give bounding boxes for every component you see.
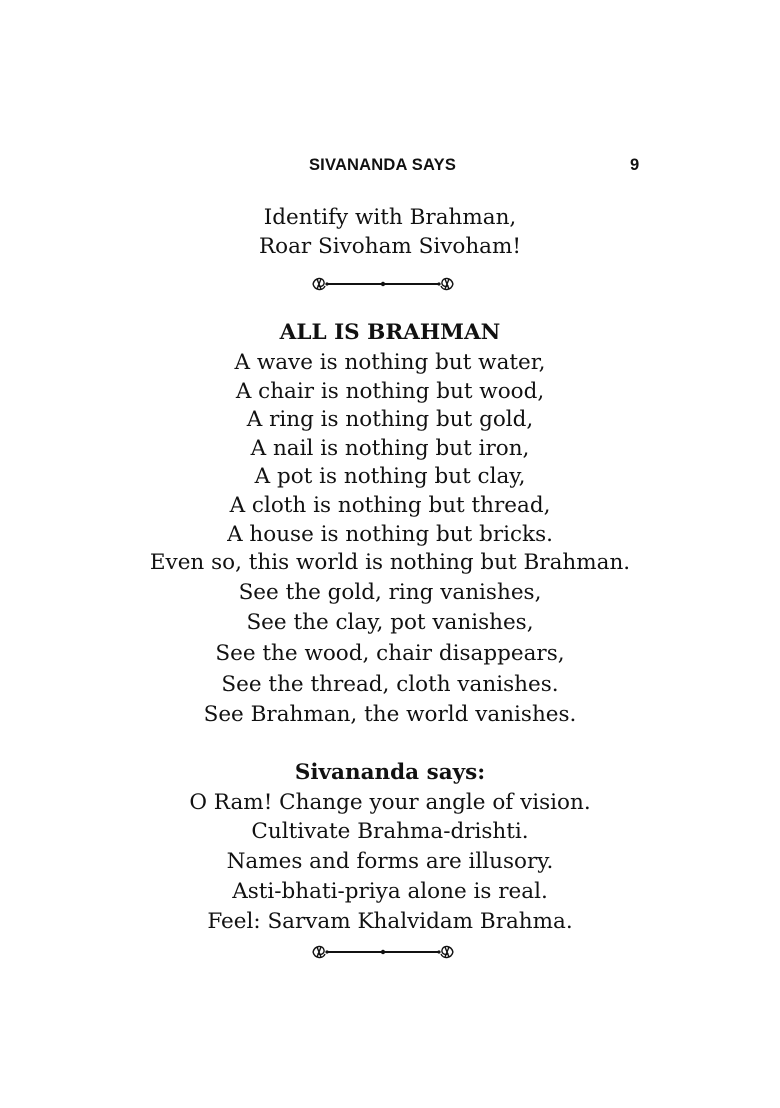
ornamental-divider-icon <box>309 941 457 963</box>
section-title: Sivananda says: <box>294 760 486 785</box>
poem-line: See the wood, chair disappears, <box>215 641 565 666</box>
poem-line: A wave is nothing but water, <box>234 350 546 375</box>
poem-line: See the thread, cloth vanishes. <box>221 672 559 697</box>
ornamental-divider-icon <box>309 273 457 295</box>
poem-line: Even so, this world is nothing but Brahman. <box>149 550 631 575</box>
section-title: ALL IS BRAHMAN <box>279 320 501 345</box>
running-title: SIVANANDA SAYS <box>308 156 457 174</box>
poem-line: A pot is nothing but clay, <box>254 464 526 489</box>
intro-line: Identify with Brahman, <box>263 205 517 230</box>
verse-line: Names and forms are illusory. <box>226 849 554 874</box>
verse-line: Cultivate Brahma-drishti. <box>251 819 529 844</box>
page-number: 9 <box>630 156 640 174</box>
poem-line: A chair is nothing but wood, <box>235 379 545 404</box>
verse-line: O Ram! Change your angle of vision. <box>189 790 591 815</box>
poem-line: See the clay, pot vanishes, <box>246 610 534 635</box>
running-head <box>0 156 780 182</box>
verse-line: Asti-bhati-priya alone is real. <box>232 879 548 904</box>
poem-line: A nail is nothing but iron, <box>250 436 530 461</box>
poem-line: A cloth is nothing but thread, <box>229 493 551 518</box>
intro-line: Roar Sivoham Sivoham! <box>258 234 522 259</box>
verse-line: Feel: Sarvam Khalvidam Brahma. <box>207 909 573 934</box>
poem-line: A ring is nothing but gold, <box>246 407 534 432</box>
poem-line: A house is nothing but bricks. <box>227 522 553 547</box>
poem-line: See the gold, ring vanishes, <box>238 580 542 605</box>
poem-line: See Brahman, the world vanishes. <box>203 702 577 727</box>
